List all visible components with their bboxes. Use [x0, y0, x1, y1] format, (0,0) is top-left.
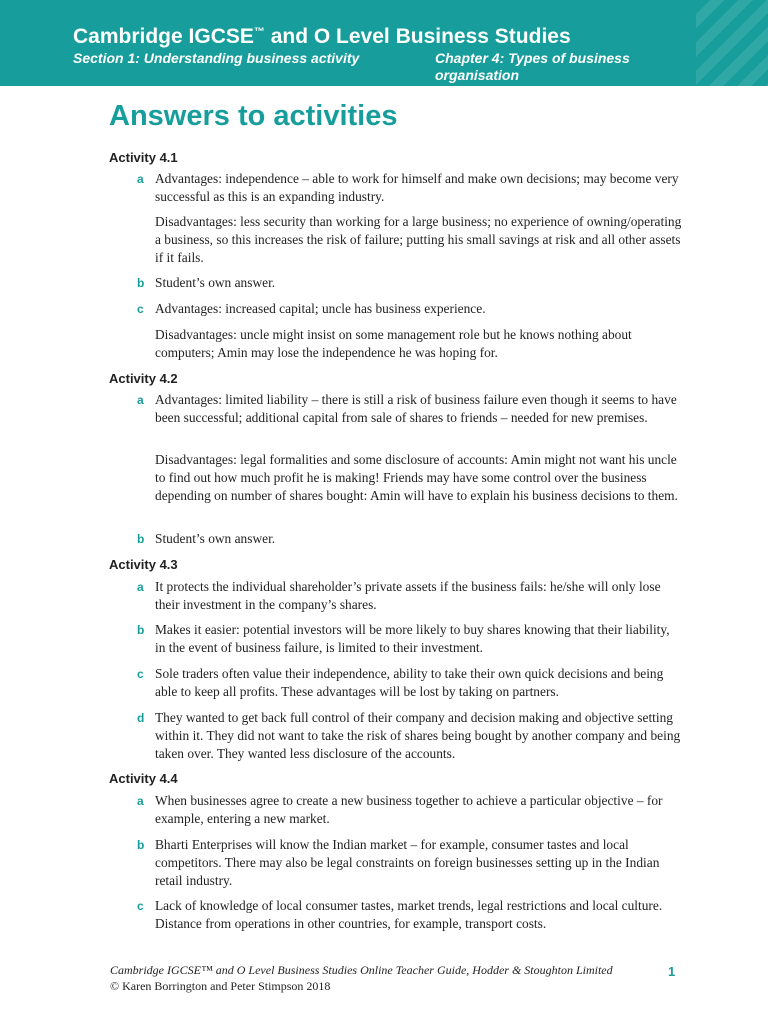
item-letter: a	[137, 580, 144, 594]
item-letter: b	[137, 276, 145, 290]
item-letter: b	[137, 838, 145, 852]
activity-heading: Activity 4.1	[109, 150, 178, 165]
item-text: It protects the individual shareholder’s private assets if the business fails: he/she will only lose their investment in the company’s shares.	[155, 579, 661, 612]
footer-copyright: © Karen Borrington and Peter Stimpson 2018	[110, 979, 331, 993]
page-footer	[110, 962, 670, 994]
footer-citation: Cambridge IGCSE™ and O Level Business Studies Online Teacher Guide, Hodder & Stoughton Limited	[110, 963, 613, 977]
page-number: 1	[668, 964, 676, 979]
item-letter: d	[137, 711, 145, 725]
answer-paragraph: Disadvantages: legal formalities and some disclosure of accounts: Amin might not want his uncle to find out how much profit he is making! Friends may have some control over the business depending on number of shares bought: Amin will have to explain his business decisions to them.	[155, 452, 678, 503]
answer-paragraph: Disadvantages: uncle might insist on some management role but he knows nothing about computers; Amin may lose the independence he was hoping for.	[155, 327, 632, 360]
book-title	[73, 25, 571, 49]
item-text: Lack of knowledge of local consumer tastes, market trends, legal restrictions and local culture. Distance from operations in other countries, for example, transport costs.	[155, 898, 663, 931]
answer-paragraph: Disadvantages: less security than working for a large business; no experience of owning/operating a business, so this increases the risk of failure; putting his small savings at risk and all other assets if it fails.	[155, 214, 682, 265]
activity-heading: Activity 4.4	[109, 771, 178, 786]
item-text: Student’s own answer.	[155, 275, 276, 290]
item-text: When businesses agree to create a new business together to achieve a particular objective – for example, entering a new market.	[155, 793, 663, 826]
item-letter: c	[137, 899, 144, 913]
book-title-main: Cambridge IGCSE	[73, 25, 254, 48]
item-letter: c	[137, 667, 144, 681]
chapter-label: Chapter 4: Types of business organisation	[435, 50, 630, 83]
item-letter: b	[137, 623, 145, 637]
answer-item	[137, 274, 682, 292]
trademark-symbol: ™	[253, 26, 265, 38]
answer-item	[137, 621, 682, 657]
item-letter: a	[137, 172, 144, 186]
activity-heading: Activity 4.2	[109, 371, 178, 386]
section-label: Section 1: Understanding business activity	[73, 50, 360, 66]
activity-heading: Activity 4.3	[109, 557, 178, 572]
book-title-rest: and O Level Business Studies	[264, 25, 571, 48]
item-text: Bharti Enterprises will know the Indian market – for example, consumer tastes and local competitors. There may also be legal constraints on foreign businesses setting up in the Indian retail industry.	[155, 837, 660, 888]
page-header	[0, 0, 768, 86]
page-title: Answers to activities	[109, 100, 398, 132]
header-decoration	[696, 0, 768, 86]
item-text: Student’s own answer.	[155, 531, 276, 546]
item-letter: a	[137, 393, 144, 407]
item-letter: b	[137, 532, 145, 546]
answer-item	[137, 170, 682, 206]
item-text: Makes it easier: potential investors will be more likely to buy shares knowing that their liability, in the event of business failure, is limited to their investment.	[155, 622, 670, 655]
answer-item	[137, 897, 682, 933]
item-text: Advantages: independence – able to work for himself and make own decisions; may become very successful as this is an expanding industry.	[155, 171, 679, 204]
item-text: Advantages: increased capital; uncle has business experience.	[155, 301, 486, 316]
item-text: Sole traders often value their independence, ability to take their own quick decisions and being able to keep all profits. These advantages will be lost by taking on partners.	[155, 666, 664, 699]
item-text: Advantages: limited liability – there is still a risk of business failure even though it seems to have been successful; additional capital from sale of shares to friends – needed for new premises.	[155, 392, 677, 425]
answer-item	[137, 665, 682, 701]
answer-item	[137, 300, 682, 318]
answer-item	[137, 391, 682, 427]
answer-item	[137, 709, 682, 763]
answer-item	[137, 836, 682, 890]
item-letter: a	[137, 794, 144, 808]
answer-item	[137, 792, 682, 828]
item-text: They wanted to get back full control of their company and decision making and objective setting within it. They did not want to take the risk of shares being bought by another company and being taken over. They wanted less disclosure of the accounts.	[155, 710, 681, 761]
answer-item	[137, 530, 682, 548]
answer-item	[137, 578, 682, 614]
item-letter: c	[137, 302, 144, 316]
